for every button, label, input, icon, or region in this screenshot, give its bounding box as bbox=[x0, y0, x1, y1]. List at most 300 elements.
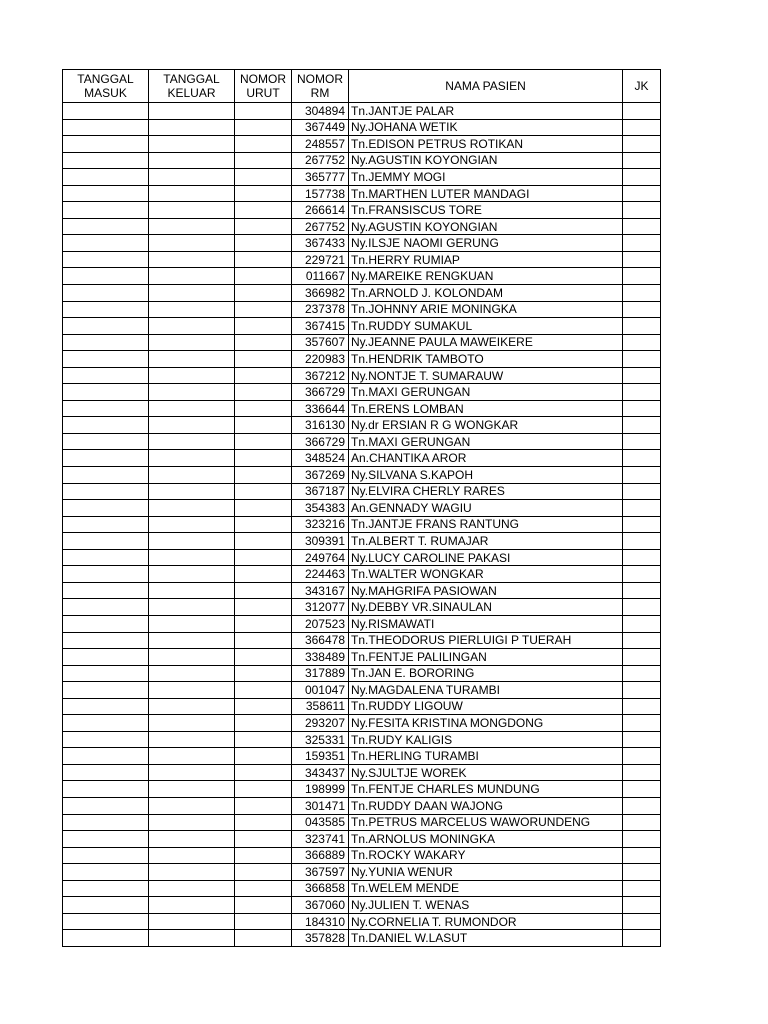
cell-tanggal-masuk bbox=[63, 831, 149, 848]
cell-nomor-urut bbox=[235, 136, 292, 153]
cell-tanggal-masuk bbox=[63, 764, 149, 781]
table-row bbox=[63, 748, 661, 765]
cell-jk bbox=[623, 599, 661, 616]
cell-nomor-urut bbox=[235, 632, 292, 649]
cell-tanggal-keluar bbox=[149, 599, 235, 616]
table-row bbox=[63, 682, 661, 699]
cell-jk bbox=[623, 764, 661, 781]
cell-tanggal-masuk bbox=[63, 731, 149, 748]
cell-nomor-rm: 301471 bbox=[292, 797, 349, 814]
header-tanggal-keluar: TANGGAL KELUAR bbox=[149, 70, 235, 103]
cell-nomor-urut bbox=[235, 417, 292, 434]
cell-nama-pasien: Ny.AGUSTIN KOYONGIAN bbox=[349, 152, 623, 169]
cell-tanggal-keluar bbox=[149, 185, 235, 202]
cell-tanggal-keluar bbox=[149, 500, 235, 517]
cell-tanggal-masuk bbox=[63, 781, 149, 798]
cell-tanggal-keluar bbox=[149, 417, 235, 434]
table-row bbox=[63, 185, 661, 202]
cell-tanggal-masuk bbox=[63, 152, 149, 169]
cell-nomor-rm: 367597 bbox=[292, 864, 349, 881]
cell-jk bbox=[623, 516, 661, 533]
cell-tanggal-keluar bbox=[149, 913, 235, 930]
table-row bbox=[63, 864, 661, 881]
cell-nama-pasien: Ny.CORNELIA T. RUMONDOR bbox=[349, 913, 623, 930]
table-row bbox=[63, 913, 661, 930]
table-row bbox=[63, 781, 661, 798]
cell-tanggal-keluar bbox=[149, 533, 235, 550]
cell-tanggal-keluar bbox=[149, 764, 235, 781]
cell-nomor-rm: 343167 bbox=[292, 582, 349, 599]
cell-nomor-urut bbox=[235, 516, 292, 533]
cell-nomor-urut bbox=[235, 533, 292, 550]
cell-jk bbox=[623, 235, 661, 252]
cell-tanggal-masuk bbox=[63, 169, 149, 186]
cell-nama-pasien: Ny.YUNIA WENUR bbox=[349, 864, 623, 881]
cell-tanggal-keluar bbox=[149, 814, 235, 831]
cell-nomor-urut bbox=[235, 682, 292, 699]
cell-tanggal-masuk bbox=[63, 268, 149, 285]
cell-nama-pasien: Ny.MAGDALENA TURAMBI bbox=[349, 682, 623, 699]
cell-tanggal-keluar bbox=[149, 334, 235, 351]
cell-tanggal-keluar bbox=[149, 731, 235, 748]
cell-nomor-urut bbox=[235, 367, 292, 384]
cell-tanggal-masuk bbox=[63, 533, 149, 550]
cell-nomor-rm: 267752 bbox=[292, 218, 349, 235]
cell-tanggal-masuk bbox=[63, 715, 149, 732]
cell-jk bbox=[623, 103, 661, 120]
cell-nama-pasien: An.GENNADY WAGIU bbox=[349, 500, 623, 517]
table-row bbox=[63, 417, 661, 434]
cell-tanggal-keluar bbox=[149, 251, 235, 268]
cell-jk bbox=[623, 632, 661, 649]
cell-nama-pasien: Tn.RUDDY DAAN WAJONG bbox=[349, 797, 623, 814]
cell-nomor-rm: 224463 bbox=[292, 566, 349, 583]
cell-jk bbox=[623, 930, 661, 947]
cell-tanggal-keluar bbox=[149, 285, 235, 302]
cell-nama-pasien: Tn.ARNOLD J. KOLONDAM bbox=[349, 285, 623, 302]
table-row bbox=[63, 549, 661, 566]
cell-nomor-urut bbox=[235, 665, 292, 682]
cell-tanggal-keluar bbox=[149, 649, 235, 666]
cell-nama-pasien: Tn.WELEM MENDE bbox=[349, 880, 623, 897]
cell-jk bbox=[623, 582, 661, 599]
table-row bbox=[63, 318, 661, 335]
cell-tanggal-keluar bbox=[149, 582, 235, 599]
cell-nomor-urut bbox=[235, 615, 292, 632]
table-row bbox=[63, 136, 661, 153]
cell-nama-pasien: Tn.HERRY RUMIAP bbox=[349, 251, 623, 268]
cell-tanggal-masuk bbox=[63, 797, 149, 814]
cell-tanggal-masuk bbox=[63, 433, 149, 450]
cell-nama-pasien: Ny.SILVANA S.KAPOH bbox=[349, 467, 623, 484]
cell-nomor-urut bbox=[235, 400, 292, 417]
table-row bbox=[63, 797, 661, 814]
cell-tanggal-keluar bbox=[149, 897, 235, 914]
patient-table bbox=[62, 69, 661, 947]
cell-tanggal-masuk bbox=[63, 384, 149, 401]
cell-jk bbox=[623, 450, 661, 467]
cell-jk bbox=[623, 549, 661, 566]
cell-nomor-rm: 348524 bbox=[292, 450, 349, 467]
cell-tanggal-masuk bbox=[63, 119, 149, 136]
cell-nama-pasien: Tn.DANIEL W.LASUT bbox=[349, 930, 623, 947]
cell-nomor-urut bbox=[235, 764, 292, 781]
cell-nomor-urut bbox=[235, 880, 292, 897]
cell-nomor-rm: 198999 bbox=[292, 781, 349, 798]
table-row bbox=[63, 831, 661, 848]
cell-nomor-rm: 367060 bbox=[292, 897, 349, 914]
cell-nomor-urut bbox=[235, 897, 292, 914]
cell-tanggal-masuk bbox=[63, 202, 149, 219]
cell-tanggal-keluar bbox=[149, 467, 235, 484]
cell-tanggal-keluar bbox=[149, 797, 235, 814]
cell-jk bbox=[623, 615, 661, 632]
cell-nomor-urut bbox=[235, 483, 292, 500]
cell-tanggal-keluar bbox=[149, 566, 235, 583]
cell-jk bbox=[623, 665, 661, 682]
table-row bbox=[63, 814, 661, 831]
cell-nama-pasien: Ny.MAREIKE RENGKUAN bbox=[349, 268, 623, 285]
table-row bbox=[63, 268, 661, 285]
cell-tanggal-masuk bbox=[63, 913, 149, 930]
cell-nomor-rm: 249764 bbox=[292, 549, 349, 566]
cell-nomor-rm: 325331 bbox=[292, 731, 349, 748]
cell-nomor-urut bbox=[235, 169, 292, 186]
cell-tanggal-keluar bbox=[149, 301, 235, 318]
header-nama-pasien: NAMA PASIEN bbox=[349, 70, 623, 103]
cell-tanggal-keluar bbox=[149, 615, 235, 632]
cell-jk bbox=[623, 814, 661, 831]
cell-nama-pasien: Ny.FESITA KRISTINA MONGDONG bbox=[349, 715, 623, 732]
cell-tanggal-masuk bbox=[63, 185, 149, 202]
cell-tanggal-keluar bbox=[149, 450, 235, 467]
table-row bbox=[63, 582, 661, 599]
cell-nama-pasien: Tn.FENTJE CHARLES MUNDUNG bbox=[349, 781, 623, 798]
cell-nomor-rm: 011667 bbox=[292, 268, 349, 285]
cell-jk bbox=[623, 682, 661, 699]
cell-tanggal-keluar bbox=[149, 384, 235, 401]
cell-tanggal-keluar bbox=[149, 169, 235, 186]
cell-jk bbox=[623, 251, 661, 268]
cell-nomor-rm: 316130 bbox=[292, 417, 349, 434]
header-nomor-urut: NOMOR URUT bbox=[235, 70, 292, 103]
table-row bbox=[63, 467, 661, 484]
cell-nama-pasien: Tn.JAN E. BORORING bbox=[349, 665, 623, 682]
cell-nomor-rm: 220983 bbox=[292, 351, 349, 368]
cell-tanggal-keluar bbox=[149, 400, 235, 417]
cell-nomor-urut bbox=[235, 500, 292, 517]
cell-tanggal-masuk bbox=[63, 698, 149, 715]
cell-jk bbox=[623, 169, 661, 186]
cell-nomor-urut bbox=[235, 599, 292, 616]
cell-nomor-urut bbox=[235, 913, 292, 930]
cell-tanggal-masuk bbox=[63, 897, 149, 914]
table-row bbox=[63, 285, 661, 302]
cell-nama-pasien: Tn.MAXI GERUNGAN bbox=[349, 433, 623, 450]
cell-nomor-rm: 367415 bbox=[292, 318, 349, 335]
cell-jk bbox=[623, 880, 661, 897]
cell-jk bbox=[623, 301, 661, 318]
cell-nomor-urut bbox=[235, 218, 292, 235]
cell-jk bbox=[623, 318, 661, 335]
cell-nama-pasien: Ny.SJULTJE WOREK bbox=[349, 764, 623, 781]
cell-nama-pasien: Ny.dr ERSIAN R G WONGKAR bbox=[349, 417, 623, 434]
cell-nomor-rm: 312077 bbox=[292, 599, 349, 616]
cell-tanggal-keluar bbox=[149, 433, 235, 450]
cell-nomor-rm: 367449 bbox=[292, 119, 349, 136]
cell-nama-pasien: Tn.PETRUS MARCELUS WAWORUNDENG bbox=[349, 814, 623, 831]
cell-nama-pasien: Tn.JANTJE PALAR bbox=[349, 103, 623, 120]
cell-nama-pasien: Tn.MARTHEN LUTER MANDAGI bbox=[349, 185, 623, 202]
cell-jk bbox=[623, 351, 661, 368]
cell-jk bbox=[623, 649, 661, 666]
cell-nomor-urut bbox=[235, 731, 292, 748]
cell-jk bbox=[623, 152, 661, 169]
cell-tanggal-keluar bbox=[149, 880, 235, 897]
cell-jk bbox=[623, 913, 661, 930]
header-jk: JK bbox=[623, 70, 661, 103]
cell-nama-pasien: Tn.HERLING TURAMBI bbox=[349, 748, 623, 765]
table-row bbox=[63, 433, 661, 450]
cell-nama-pasien: Tn.ERENS LOMBAN bbox=[349, 400, 623, 417]
table-row bbox=[63, 764, 661, 781]
cell-nama-pasien: Tn.ROCKY WAKARY bbox=[349, 847, 623, 864]
table-row bbox=[63, 500, 661, 517]
table-row bbox=[63, 384, 661, 401]
cell-tanggal-masuk bbox=[63, 400, 149, 417]
table-row bbox=[63, 301, 661, 318]
cell-tanggal-masuk bbox=[63, 334, 149, 351]
cell-nomor-rm: 248557 bbox=[292, 136, 349, 153]
cell-nama-pasien: Ny.LUCY CAROLINE PAKASI bbox=[349, 549, 623, 566]
cell-nomor-urut bbox=[235, 715, 292, 732]
cell-jk bbox=[623, 334, 661, 351]
table-row bbox=[63, 483, 661, 500]
table-row bbox=[63, 351, 661, 368]
cell-nomor-urut bbox=[235, 930, 292, 947]
cell-tanggal-masuk bbox=[63, 251, 149, 268]
cell-nomor-rm: 267752 bbox=[292, 152, 349, 169]
cell-nomor-urut bbox=[235, 318, 292, 335]
cell-nomor-rm: 184310 bbox=[292, 913, 349, 930]
cell-tanggal-masuk bbox=[63, 649, 149, 666]
cell-nomor-rm: 357607 bbox=[292, 334, 349, 351]
cell-nomor-rm: 304894 bbox=[292, 103, 349, 120]
cell-nama-pasien: Tn.WALTER WONGKAR bbox=[349, 566, 623, 583]
table-row bbox=[63, 218, 661, 235]
cell-jk bbox=[623, 533, 661, 550]
cell-nomor-urut bbox=[235, 103, 292, 120]
cell-nomor-urut bbox=[235, 202, 292, 219]
table-row bbox=[63, 334, 661, 351]
cell-tanggal-masuk bbox=[63, 682, 149, 699]
cell-jk bbox=[623, 218, 661, 235]
cell-nama-pasien: Tn.ALBERT T. RUMAJAR bbox=[349, 533, 623, 550]
cell-nomor-urut bbox=[235, 301, 292, 318]
cell-tanggal-keluar bbox=[149, 831, 235, 848]
cell-tanggal-masuk bbox=[63, 847, 149, 864]
cell-nomor-rm: 237378 bbox=[292, 301, 349, 318]
table-row bbox=[63, 665, 661, 682]
header-nomor-rm: NOMOR RM bbox=[292, 70, 349, 103]
cell-tanggal-masuk bbox=[63, 814, 149, 831]
cell-nama-pasien: Ny.DEBBY VR.SINAULAN bbox=[349, 599, 623, 616]
cell-tanggal-keluar bbox=[149, 119, 235, 136]
cell-tanggal-keluar bbox=[149, 516, 235, 533]
cell-jk bbox=[623, 417, 661, 434]
cell-tanggal-keluar bbox=[149, 864, 235, 881]
cell-tanggal-masuk bbox=[63, 599, 149, 616]
cell-jk bbox=[623, 797, 661, 814]
cell-nomor-urut bbox=[235, 831, 292, 848]
table-row bbox=[63, 516, 661, 533]
cell-nama-pasien: Ny.JEANNE PAULA MAWEIKERE bbox=[349, 334, 623, 351]
cell-nomor-urut bbox=[235, 781, 292, 798]
cell-tanggal-keluar bbox=[149, 715, 235, 732]
cell-nomor-urut bbox=[235, 285, 292, 302]
cell-jk bbox=[623, 781, 661, 798]
cell-nomor-rm: 323216 bbox=[292, 516, 349, 533]
cell-tanggal-masuk bbox=[63, 235, 149, 252]
cell-nama-pasien: Tn.EDISON PETRUS ROTIKAN bbox=[349, 136, 623, 153]
cell-tanggal-masuk bbox=[63, 450, 149, 467]
cell-nama-pasien: Ny.JULIEN T. WENAS bbox=[349, 897, 623, 914]
cell-tanggal-keluar bbox=[149, 483, 235, 500]
cell-jk bbox=[623, 847, 661, 864]
cell-jk bbox=[623, 136, 661, 153]
cell-nama-pasien: Ny.ELVIRA CHERLY RARES bbox=[349, 483, 623, 500]
cell-nomor-urut bbox=[235, 649, 292, 666]
cell-jk bbox=[623, 467, 661, 484]
cell-nomor-rm: 159351 bbox=[292, 748, 349, 765]
cell-tanggal-keluar bbox=[149, 235, 235, 252]
table-row bbox=[63, 649, 661, 666]
cell-jk bbox=[623, 119, 661, 136]
cell-tanggal-masuk bbox=[63, 218, 149, 235]
table-row bbox=[63, 615, 661, 632]
table-row bbox=[63, 715, 661, 732]
cell-nomor-rm: 317889 bbox=[292, 665, 349, 682]
cell-tanggal-keluar bbox=[149, 698, 235, 715]
cell-tanggal-keluar bbox=[149, 136, 235, 153]
cell-jk bbox=[623, 715, 661, 732]
cell-nomor-rm: 309391 bbox=[292, 533, 349, 550]
cell-nomor-rm: 354383 bbox=[292, 500, 349, 517]
cell-nomor-rm: 365777 bbox=[292, 169, 349, 186]
table-row bbox=[63, 930, 661, 947]
cell-tanggal-keluar bbox=[149, 318, 235, 335]
cell-jk bbox=[623, 268, 661, 285]
cell-nomor-urut bbox=[235, 797, 292, 814]
table-row bbox=[63, 202, 661, 219]
table-row bbox=[63, 698, 661, 715]
cell-tanggal-masuk bbox=[63, 367, 149, 384]
cell-tanggal-masuk bbox=[63, 417, 149, 434]
cell-nomor-urut bbox=[235, 251, 292, 268]
cell-tanggal-masuk bbox=[63, 880, 149, 897]
cell-nomor-rm: 367212 bbox=[292, 367, 349, 384]
table-row bbox=[63, 235, 661, 252]
cell-tanggal-masuk bbox=[63, 301, 149, 318]
cell-tanggal-keluar bbox=[149, 781, 235, 798]
cell-tanggal-keluar bbox=[149, 202, 235, 219]
cell-jk bbox=[623, 748, 661, 765]
cell-tanggal-masuk bbox=[63, 665, 149, 682]
table-row bbox=[63, 152, 661, 169]
cell-nama-pasien: Tn.JEMMY MOGI bbox=[349, 169, 623, 186]
header-row bbox=[63, 70, 661, 103]
cell-nomor-urut bbox=[235, 152, 292, 169]
cell-jk bbox=[623, 698, 661, 715]
cell-nomor-rm: 367269 bbox=[292, 467, 349, 484]
cell-nomor-urut bbox=[235, 467, 292, 484]
cell-nomor-urut bbox=[235, 698, 292, 715]
cell-nomor-rm: 366858 bbox=[292, 880, 349, 897]
table-row bbox=[63, 566, 661, 583]
cell-nomor-rm: 157738 bbox=[292, 185, 349, 202]
cell-nama-pasien: Ny.NONTJE T. SUMARAUW bbox=[349, 367, 623, 384]
cell-tanggal-masuk bbox=[63, 285, 149, 302]
cell-tanggal-keluar bbox=[149, 103, 235, 120]
cell-tanggal-keluar bbox=[149, 847, 235, 864]
cell-nomor-rm: 001047 bbox=[292, 682, 349, 699]
cell-tanggal-masuk bbox=[63, 615, 149, 632]
cell-nomor-rm: 343437 bbox=[292, 764, 349, 781]
cell-nama-pasien: Tn.ARNOLUS MONINGKA bbox=[349, 831, 623, 848]
cell-nomor-rm: 357828 bbox=[292, 930, 349, 947]
cell-nomor-rm: 266614 bbox=[292, 202, 349, 219]
cell-nama-pasien: An.CHANTIKA AROR bbox=[349, 450, 623, 467]
cell-nama-pasien: Tn.MAXI GERUNGAN bbox=[349, 384, 623, 401]
cell-nomor-rm: 336644 bbox=[292, 400, 349, 417]
cell-nomor-rm: 366729 bbox=[292, 433, 349, 450]
cell-nama-pasien: Tn.FENTJE PALILINGAN bbox=[349, 649, 623, 666]
cell-nomor-rm: 338489 bbox=[292, 649, 349, 666]
cell-jk bbox=[623, 185, 661, 202]
cell-nomor-urut bbox=[235, 119, 292, 136]
cell-tanggal-keluar bbox=[149, 152, 235, 169]
cell-tanggal-keluar bbox=[149, 930, 235, 947]
cell-tanggal-keluar bbox=[149, 218, 235, 235]
cell-jk bbox=[623, 831, 661, 848]
cell-nomor-urut bbox=[235, 433, 292, 450]
table-row bbox=[63, 119, 661, 136]
cell-nama-pasien: Tn.JANTJE FRANS RANTUNG bbox=[349, 516, 623, 533]
table-row bbox=[63, 731, 661, 748]
table-row bbox=[63, 533, 661, 550]
cell-tanggal-masuk bbox=[63, 483, 149, 500]
cell-tanggal-masuk bbox=[63, 566, 149, 583]
cell-nama-pasien: Tn.RUDDY SUMAKUL bbox=[349, 318, 623, 335]
cell-nomor-urut bbox=[235, 235, 292, 252]
cell-tanggal-masuk bbox=[63, 549, 149, 566]
cell-tanggal-masuk bbox=[63, 351, 149, 368]
cell-nama-pasien: Ny.RISMAWATI bbox=[349, 615, 623, 632]
cell-nomor-rm: 043585 bbox=[292, 814, 349, 831]
cell-jk bbox=[623, 433, 661, 450]
cell-jk bbox=[623, 202, 661, 219]
table-row bbox=[63, 847, 661, 864]
cell-tanggal-keluar bbox=[149, 748, 235, 765]
cell-nomor-urut bbox=[235, 847, 292, 864]
cell-nomor-urut bbox=[235, 566, 292, 583]
cell-tanggal-masuk bbox=[63, 318, 149, 335]
cell-nomor-urut bbox=[235, 582, 292, 599]
cell-nama-pasien: Ny.AGUSTIN KOYONGIAN bbox=[349, 218, 623, 235]
cell-tanggal-masuk bbox=[63, 864, 149, 881]
cell-nama-pasien: Tn.FRANSISCUS TORE bbox=[349, 202, 623, 219]
cell-tanggal-keluar bbox=[149, 632, 235, 649]
